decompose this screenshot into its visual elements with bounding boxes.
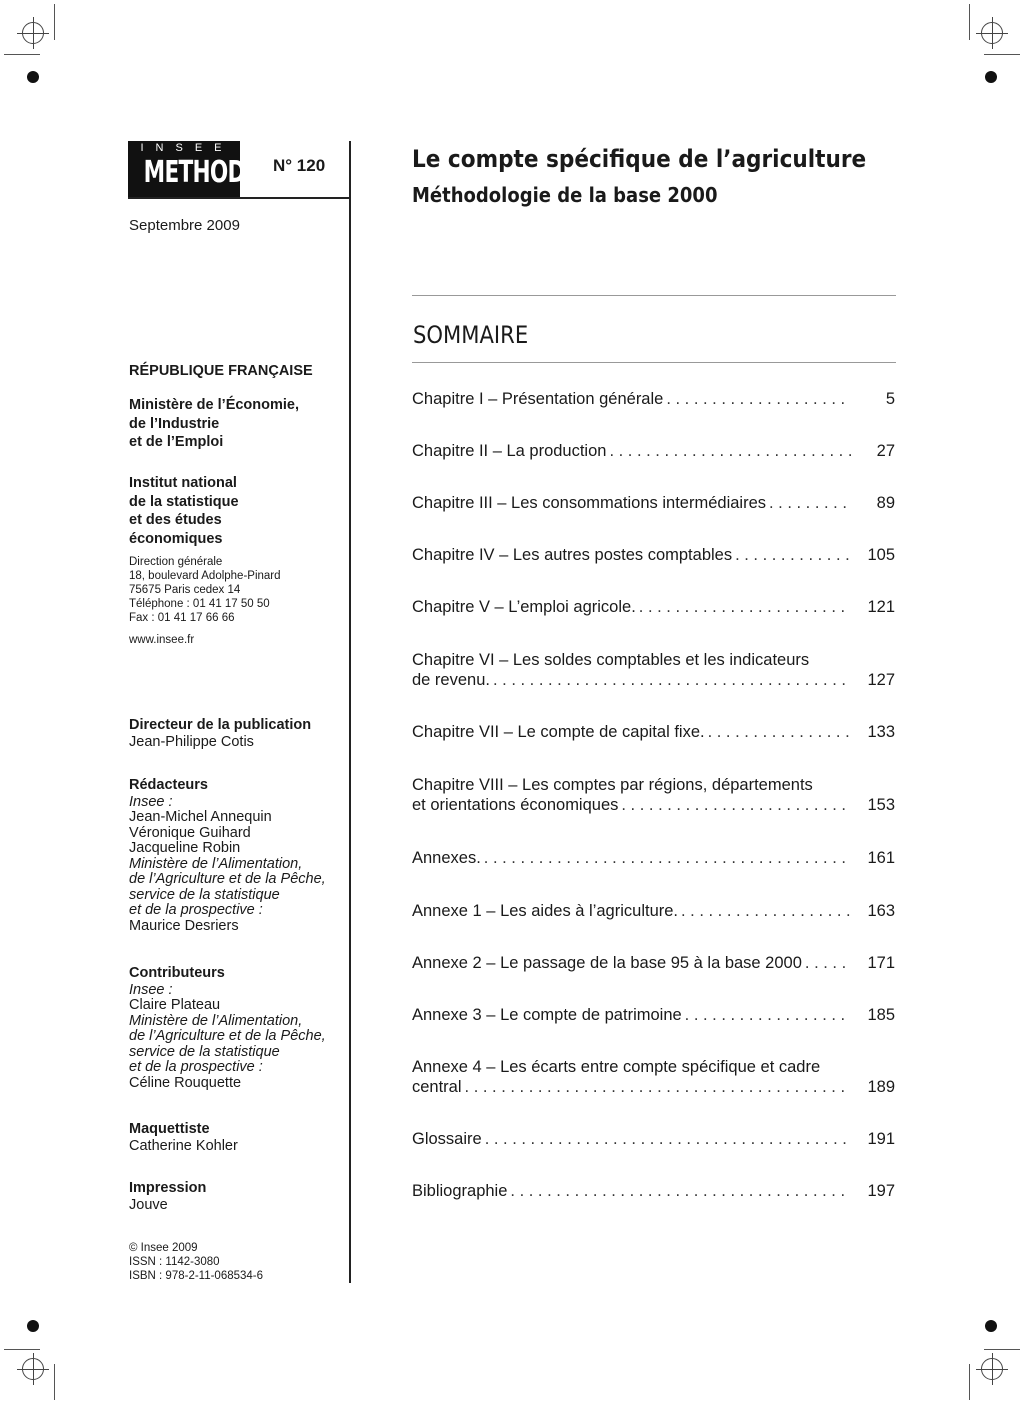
address-line: Direction générale [129, 556, 223, 568]
maquettiste-heading: Maquettiste [129, 1121, 210, 1137]
toc-entry-page: 171 [867, 954, 895, 972]
toc-leader [663, 389, 851, 409]
toc-leader [482, 1129, 851, 1149]
legal-block [129, 1241, 344, 1283]
toc-entry[interactable] [412, 597, 895, 617]
toc-entry-page: 191 [867, 1130, 895, 1148]
toc-leader [507, 1181, 851, 1201]
institute-line: Institut national [129, 475, 237, 491]
toc-entry[interactable] [412, 1181, 895, 1201]
contributeurs-org: service de la statistique [129, 1043, 280, 1060]
toc-entry-label: de revenu. [412, 671, 490, 689]
toc-leader [490, 670, 851, 690]
maquettiste-block [129, 1120, 344, 1154]
toc-leader [678, 901, 851, 921]
impression-block [129, 1179, 344, 1213]
toc-leader [766, 493, 851, 513]
divider [412, 362, 896, 363]
toc-entry-label: Chapitre II – La production [412, 442, 607, 460]
toc-entry[interactable] [412, 545, 895, 565]
registration-dot-icon [985, 71, 997, 83]
toc-entry-label: Annexe 3 – Le compte de patrimoine [412, 1006, 682, 1024]
toc-entry-label: et orientations économiques [412, 796, 619, 814]
toc-entry-label: Bibliographie [412, 1182, 508, 1200]
impression-name: Jouve [129, 1196, 168, 1213]
toc-heading: SOMMAIRE [413, 321, 529, 349]
address-line: 18, boulevard Adolphe-Pinard [129, 570, 281, 582]
toc-entry-page: 185 [867, 1006, 895, 1024]
institute-line: et des études [129, 512, 222, 528]
toc-leader [606, 441, 851, 461]
registration-target-icon [22, 22, 44, 44]
registration-dot-icon [27, 1320, 39, 1332]
toc-entry-label: Chapitre IV – Les autres postes comptables [412, 546, 733, 564]
ministry-line: et de l’Emploi [129, 434, 224, 450]
redacteur-name: Véronique Guihard [129, 824, 251, 841]
toc-leader [732, 545, 851, 565]
copyright-line: © Insee 2009 [129, 1242, 198, 1254]
maquettiste-name: Catherine Kohler [129, 1137, 238, 1154]
toc-entry[interactable] [412, 722, 895, 742]
toc-entry-label: central [412, 1078, 462, 1096]
toc-entry-label: Chapitre III – Les consommations intermédiaires [412, 494, 766, 512]
contributeurs-org: Insee : [129, 981, 173, 998]
redacteurs-org: de l’Agriculture et de la Pêche, [129, 871, 326, 887]
institute-block [129, 474, 344, 548]
insee-methodes-logo [128, 141, 274, 199]
toc-entry-label: Chapitre VII – Le compte de capital fixe. [412, 723, 705, 741]
redacteurs-block [129, 776, 344, 934]
divider [412, 295, 896, 296]
toc-entry-label: Chapitre I – Présentation générale [412, 390, 664, 408]
issn-line: ISSN : 1142-3080 [129, 1256, 220, 1268]
registration-dot-icon [27, 71, 39, 83]
redacteur-name: Jacqueline Robin [129, 840, 241, 856]
toc-entry-label: Chapitre V – L’emploi agricole. [412, 598, 636, 616]
address-line: Fax : 01 41 17 66 66 [129, 612, 235, 624]
toc-entry-page: 133 [867, 723, 895, 741]
toc-entry-page: 189 [867, 1078, 895, 1096]
toc-leader [705, 722, 851, 742]
toc-entry[interactable] [412, 441, 895, 461]
director-heading: Directeur de la publication [129, 717, 312, 733]
toc-entry-page: 197 [867, 1182, 895, 1200]
toc-leader [636, 597, 851, 617]
contributeur-name: Céline Rouquette [129, 1074, 242, 1091]
contributeur-name: Claire Plateau [129, 997, 221, 1013]
toc-entry-page: 105 [867, 546, 895, 564]
toc-entry[interactable] [412, 493, 895, 513]
registration-target-icon [981, 22, 1003, 44]
redacteur-name: Maurice Desriers [129, 917, 239, 934]
page-subtitle: Méthodologie de la base 2000 [412, 183, 718, 207]
toc-entry[interactable] [412, 1005, 895, 1025]
publication-date: Septembre 2009 [129, 217, 240, 234]
toc-entry[interactable] [412, 775, 895, 815]
toc-entry-label: Annexe 1 – Les aides à l’agriculture. [412, 902, 678, 920]
redacteurs-org: et de la prospective : [129, 902, 263, 918]
toc-entry[interactable] [412, 650, 895, 690]
website-link[interactable]: www.insee.fr [129, 634, 195, 646]
toc-entry-label: Chapitre VIII – Les comptes par régions, départements [412, 776, 813, 794]
redacteur-name: Jean-Michel Annequin [129, 809, 272, 825]
toc-entry[interactable] [412, 1129, 895, 1149]
redacteurs-org: service de la statistique [129, 886, 280, 903]
ministry-block [129, 396, 344, 452]
republic-label: RÉPUBLIQUE FRANÇAISE [129, 363, 313, 379]
ministry-line: de l’Industrie [129, 415, 220, 432]
director-block [129, 716, 344, 750]
contributeurs-org: et de la prospective : [129, 1059, 263, 1075]
column-divider [349, 141, 351, 1283]
toc-entry-label: Annexes. [412, 849, 481, 867]
logo-main-text: METHODES [143, 155, 274, 190]
toc-entry-page: 127 [867, 671, 895, 689]
contributeurs-org: de l’Agriculture et de la Pêche, [129, 1028, 326, 1044]
logo-top-text: INSEE [140, 142, 234, 154]
contributeurs-block [129, 964, 344, 1091]
toc-leader [802, 953, 851, 973]
toc-leader [618, 795, 851, 815]
toc-leader [481, 848, 851, 868]
contributeurs-heading: Contributeurs [129, 965, 225, 981]
toc-entry-label: Glossaire [412, 1130, 482, 1148]
toc-entry-page: 5 [885, 390, 895, 408]
address-line: Téléphone : 01 41 17 50 50 [129, 598, 270, 610]
contributeurs-org: Ministère de l’Alimentation, [129, 1012, 303, 1029]
registration-dot-icon [985, 1320, 997, 1332]
toc-entry-label: Annexe 2 – Le passage de la base 95 à la base 2000 [412, 954, 802, 972]
ministry-line: Ministère de l’Économie, [129, 397, 300, 413]
institute-line: économiques [129, 530, 223, 547]
toc-entry[interactable] [412, 953, 895, 973]
registration-target-icon [22, 1358, 44, 1380]
toc-entry[interactable] [412, 901, 895, 921]
redacteurs-org: Insee : [129, 793, 173, 810]
toc-entry-label: Chapitre VI – Les soldes comptables et les indicateurs [412, 651, 810, 669]
institute-line: de la statistique [129, 493, 239, 510]
toc-entry-page: 89 [876, 494, 895, 512]
toc-leader [462, 1077, 851, 1097]
toc-entry-page: 27 [876, 442, 895, 460]
address-line: 75675 Paris cedex 14 [129, 584, 241, 596]
toc-entry-page: 161 [867, 849, 895, 867]
issue-number: N° 120 [273, 156, 326, 175]
toc-entry[interactable] [412, 1057, 895, 1097]
toc-entry-page: 163 [867, 902, 895, 920]
toc-entry-label: Annexe 4 – Les écarts entre compte spécifique et cadre [412, 1058, 821, 1076]
toc-entry-page: 121 [867, 598, 895, 616]
header-rule [128, 197, 350, 199]
page-title: Le compte spécifique de l’agriculture [412, 145, 867, 173]
redacteurs-org: Ministère de l’Alimentation, [129, 855, 303, 872]
toc-entry-page: 153 [867, 796, 895, 814]
redacteurs-heading: Rédacteurs [129, 777, 208, 793]
isbn-line: ISBN : 978-2-11-068534-6 [129, 1270, 264, 1282]
toc-entry[interactable] [412, 848, 895, 868]
registration-target-icon [981, 1358, 1003, 1380]
director-name: Jean-Philippe Cotis [129, 733, 254, 750]
toc-entry[interactable] [412, 389, 895, 409]
address-block [129, 555, 344, 625]
toc-leader [682, 1005, 851, 1025]
impression-heading: Impression [129, 1180, 207, 1196]
